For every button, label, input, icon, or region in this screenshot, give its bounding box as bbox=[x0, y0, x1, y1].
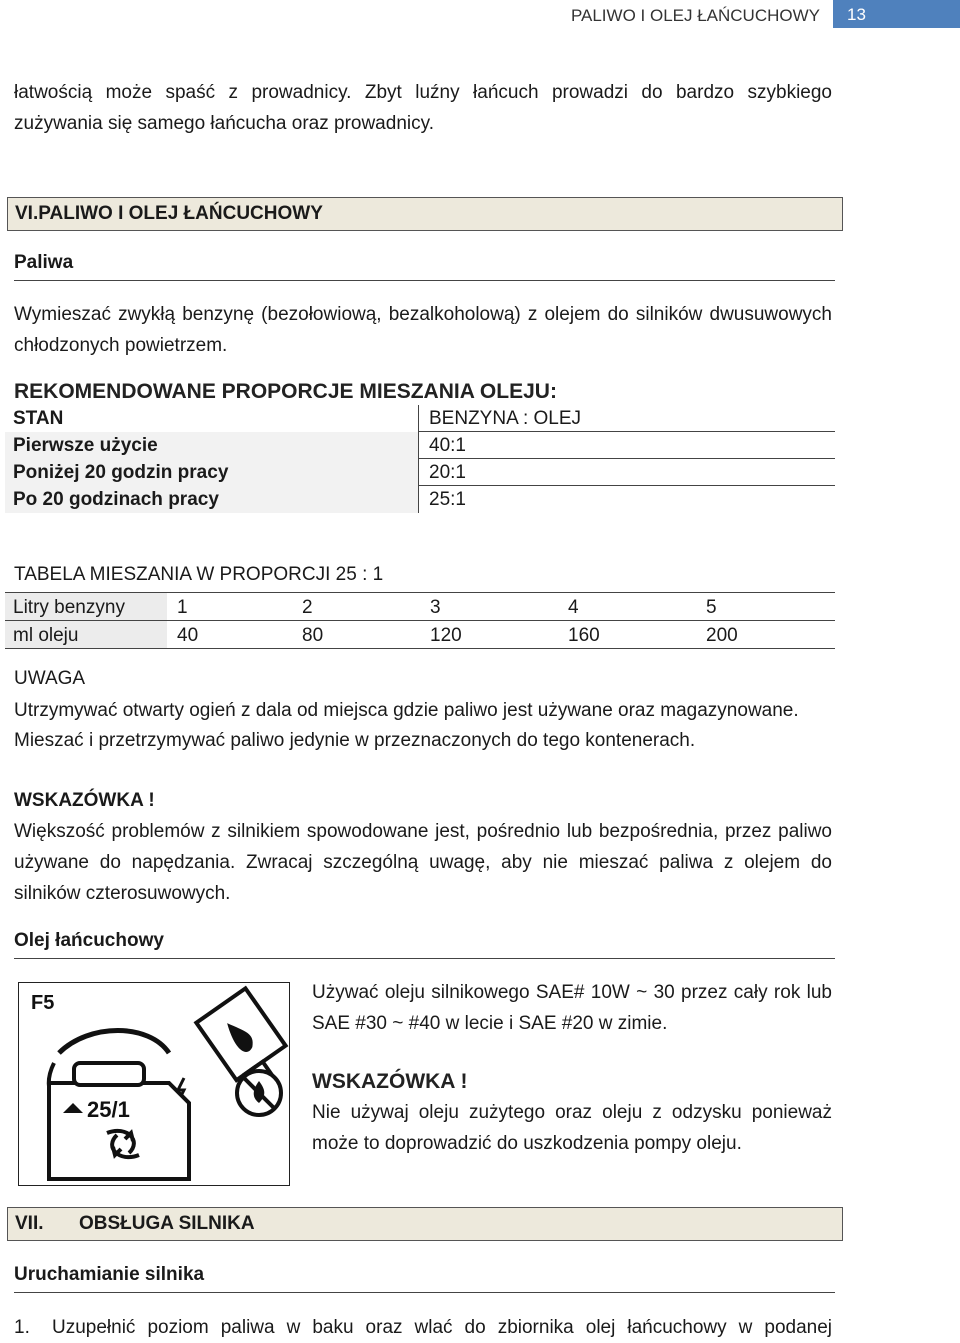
warning-title: UWAGA bbox=[14, 668, 86, 689]
ratio-cell-value: 25:1 bbox=[429, 489, 466, 510]
section-title: OBSŁUGA SILNIKA bbox=[79, 1213, 255, 1234]
ratio-table-title: REKOMENDOWANE PROPORCJE MIESZANIA OLEJU: bbox=[14, 380, 557, 403]
mix-cell: 3 bbox=[430, 597, 441, 618]
table-row bbox=[5, 486, 835, 513]
ratio-cell-state: Pierwsze użycie bbox=[5, 432, 419, 459]
section-number: VI. bbox=[15, 203, 39, 224]
section-heading-vii bbox=[7, 1207, 843, 1241]
mix-cell: 120 bbox=[430, 625, 462, 646]
ratio-header-stan: STAN bbox=[5, 405, 419, 432]
fuel-can-icon bbox=[19, 983, 289, 1185]
mix-cell: 80 bbox=[302, 625, 324, 646]
mix-row-label: ml oleju bbox=[5, 621, 167, 648]
list-item-number: 1. bbox=[14, 1317, 30, 1338]
can-ratio-label: 25/1 bbox=[87, 1097, 130, 1122]
section-heading-vi bbox=[7, 197, 843, 231]
table-row bbox=[5, 459, 835, 486]
fuels-heading: Paliwa bbox=[14, 252, 835, 281]
figure-label: F5 bbox=[31, 992, 55, 1014]
table-row bbox=[5, 432, 835, 459]
section-number: VII. bbox=[15, 1213, 44, 1234]
mix-cell: 40 bbox=[177, 625, 199, 646]
mix-cell: 160 bbox=[568, 625, 600, 646]
section-title: PALIWO I OLEJ ŁAŃCUCHOWY bbox=[38, 203, 323, 224]
chain-oil-heading: Olej łańcuchowy bbox=[14, 930, 835, 959]
fuels-paragraph: Wymieszać zwykłą benzynę (bezołowiową, bezalkoholową) z olejem do silników dwusuwowych chłodzonych powietrzem. bbox=[14, 304, 832, 356]
mix-table bbox=[5, 592, 835, 649]
ratio-table bbox=[5, 405, 835, 513]
mix-cell: 200 bbox=[706, 625, 738, 646]
mix-cell: 1 bbox=[177, 597, 188, 618]
mix-cell: 2 bbox=[302, 597, 313, 618]
page-number: 13 bbox=[833, 0, 960, 28]
ratio-cell-state: Po 20 godzinach pracy bbox=[5, 486, 419, 513]
engine-start-heading: Uruchamianie silnika bbox=[14, 1264, 835, 1293]
mix-cell: 5 bbox=[706, 597, 717, 618]
ratio-header-proportion: BENZYNA : OLEJ bbox=[419, 405, 835, 432]
warning-line-2: Mieszać i przetrzymywać paliwo jedynie w przeznaczonych do tego kontenerach. bbox=[14, 730, 696, 751]
hint-text: Większość problemów z silnikiem spowodowane jest, pośrednio lub bezpośrednia, przez paliwo używane do napędzania. Zwracaj szczególną uwagę, aby nie mieszać paliwa z olejem do silników czterosuwowych. bbox=[14, 821, 832, 904]
mix-table-title: TABELA MIESZANIA W PROPORCJI 25 : 1 bbox=[14, 564, 384, 585]
list-item-text: Uzupełnić poziom paliwa w baku oraz wlać do zbiornika olej łańcuchowy w podanej bbox=[52, 1317, 832, 1338]
oil-can-illustration bbox=[18, 982, 290, 1186]
intro-paragraph: łatwością może spaść z prowadnicy. Zbyt luźny łańcuch prowadzi do bardzo szybkiego zużywania się samego łańcucha oraz prowadnicy. bbox=[14, 82, 832, 134]
mix-cell: 4 bbox=[568, 597, 579, 618]
chain-oil-hint-title: WSKAZÓWKA ! bbox=[312, 1070, 468, 1093]
chain-oil-hint-text: Nie używaj oleju zużytego oraz oleju z odzysku ponieważ może to doprowadzić do uszkodzenia pompy oleju. bbox=[312, 1102, 832, 1154]
ratio-cell-state: Poniżej 20 godzin pracy bbox=[5, 459, 419, 486]
chain-oil-text: Używać oleju silnikowego SAE# 10W ~ 30 przez cały rok lub SAE #30 ~ #40 w lecie i SAE #20 w zimie. bbox=[312, 982, 832, 1034]
ratio-cell-value: 20:1 bbox=[419, 459, 835, 486]
table-row bbox=[5, 621, 835, 649]
table-row bbox=[5, 593, 835, 621]
ratio-cell-value: 40:1 bbox=[419, 432, 835, 459]
ratio-table-header bbox=[5, 405, 835, 432]
running-header-title: PALIWO I OLEJ ŁAŃCUCHOWY bbox=[570, 6, 820, 25]
mix-row-label: Litry benzyny bbox=[5, 593, 167, 620]
warning-line-1: Utrzymywać otwarty ogień z dala od miejsca gdzie paliwo jest używane oraz magazynowane. bbox=[14, 700, 799, 721]
hint-title: WSKAZÓWKA ! bbox=[14, 790, 155, 811]
list-item bbox=[14, 1312, 832, 1343]
